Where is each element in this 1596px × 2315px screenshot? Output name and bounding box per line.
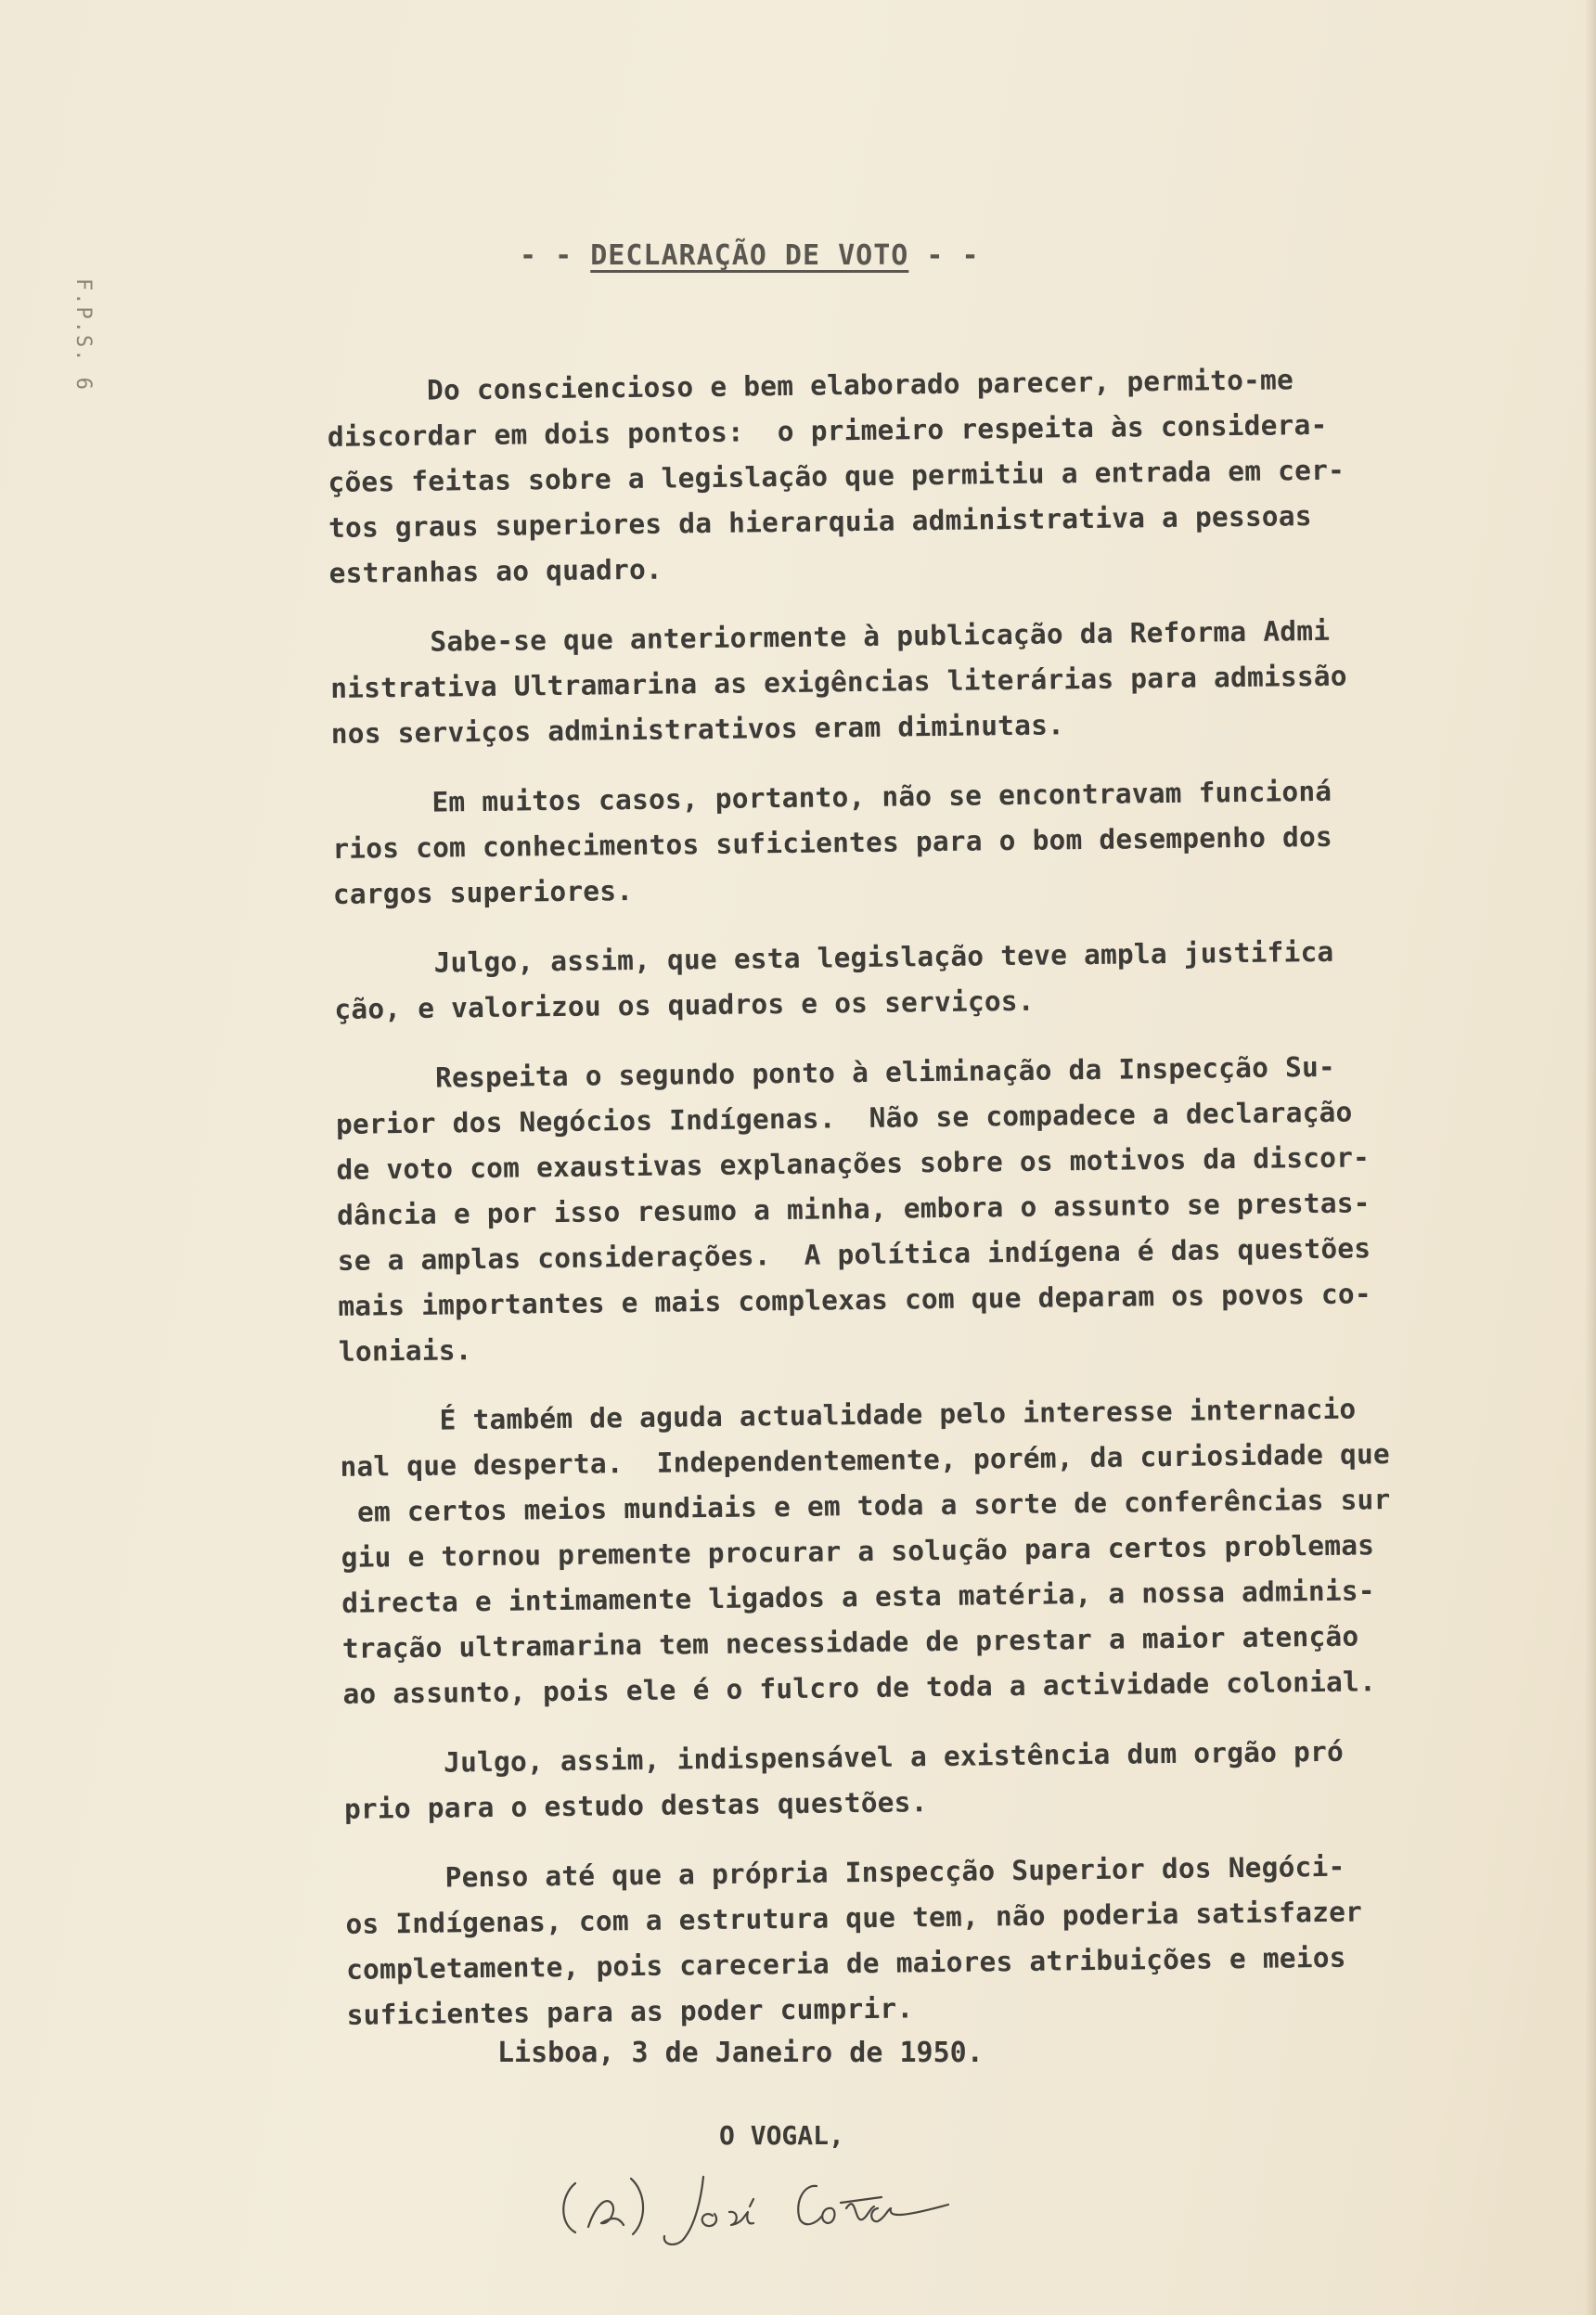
text-line: dância e por isso resumo a minha, embora o assunto se prestas- xyxy=(336,1187,1371,1231)
text-line: mais importantes e mais complexas com que deparam os povos co- xyxy=(338,1278,1372,1322)
text-line: se a amplas considerações. A política indígena é das questões xyxy=(337,1232,1371,1277)
text-line: Respeita o segundo ponto à eliminação da Inspecção Su- xyxy=(335,1050,1336,1095)
text-line: Sabe-se que anteriormente à publicação da Reforma Admi xyxy=(329,614,1331,659)
title-text: DECLARAÇÃO DE VOTO xyxy=(590,239,909,272)
text-line: ções feitas sobre a legislação que permitiu a entrada em cer- xyxy=(328,454,1345,498)
text-line: nal que desperta. Independentemente, porém, da curiosidade que xyxy=(340,1438,1391,1483)
text-line: cargos superiores. xyxy=(332,875,634,910)
signatory-role: O VOGAL, xyxy=(719,2120,844,2151)
margin-note: F.P.S. 6 xyxy=(71,278,95,392)
text-line: loniais. xyxy=(338,1334,472,1368)
title-suffix: - - xyxy=(926,239,980,272)
text-line: giu e tornou premente procurar a solução para certos problemas xyxy=(341,1529,1375,1574)
text-line: perior dos Negócios Indígenas. Não se compadece a declaração xyxy=(335,1096,1353,1140)
text-line: completamente, pois careceria de maiores atribuições e meios xyxy=(345,1941,1346,1986)
text-line: discordar em dois pontos: o primeiro respeita às considera- xyxy=(327,408,1328,453)
text-line: Penso até que a própria Inspecção Superior dos Negóci- xyxy=(344,1850,1345,1895)
title-prefix: - - xyxy=(520,239,573,272)
text-line: estranhas ao quadro. xyxy=(328,553,663,589)
text-line: É também de aguda actualidade pelo interesse internacio xyxy=(339,1393,1357,1437)
text-line: Julgo, assim, indispensável a existência dum orgão pró xyxy=(343,1735,1345,1780)
text-line: os Indígenas, com a estrutura que tem, não poderia satisfazer xyxy=(345,1896,1363,1940)
text-line: de voto com exaustivas explanações sobre os motivos da discor- xyxy=(336,1141,1371,1186)
text-line: Julgo, assim, que esta legislação teve ampla justifica xyxy=(333,935,1334,980)
handwritten-signature xyxy=(547,2151,974,2253)
body-text xyxy=(327,355,1507,2038)
text-line: em certos meios mundiais e em toda a sorte de conferências sur xyxy=(340,1484,1391,1528)
text-line: ao assunto, pois ele é o fulcro de toda a actividade colonial. xyxy=(342,1666,1377,1710)
text-line: Do consciencioso e bem elaborado parecer, permito-me xyxy=(327,364,1294,407)
text-line: nos serviços administrativos eram diminutas. xyxy=(330,709,1065,750)
text-line: rios com conhecimentos suficientes para o bom desempenho dos xyxy=(332,820,1333,865)
text-line: suficientes para as poder cumprir. xyxy=(346,1992,914,2031)
place-date: Lisboa, 3 de Janeiro de 1950. xyxy=(497,2037,984,2069)
document-title xyxy=(520,239,980,272)
text-line: tração ultramarina tem necessidade de prestar a maior atenção xyxy=(341,1620,1359,1665)
text-line: nistrativa Ultramarina as exigências literárias para admissão xyxy=(329,660,1347,704)
text-line: ção, e valorizou os quadros e os serviços. xyxy=(334,984,1035,1025)
text-line: prio para o estudo destas questões. xyxy=(343,1786,928,1825)
text-line: directa e intimamente ligados a esta matéria, a nossa adminis- xyxy=(341,1575,1375,1619)
text-line: Em muitos casos, portanto, não se encontravam funcioná xyxy=(331,775,1332,819)
text-line: tos graus superiores da hierarquia administrativa a pessoas xyxy=(328,500,1312,544)
